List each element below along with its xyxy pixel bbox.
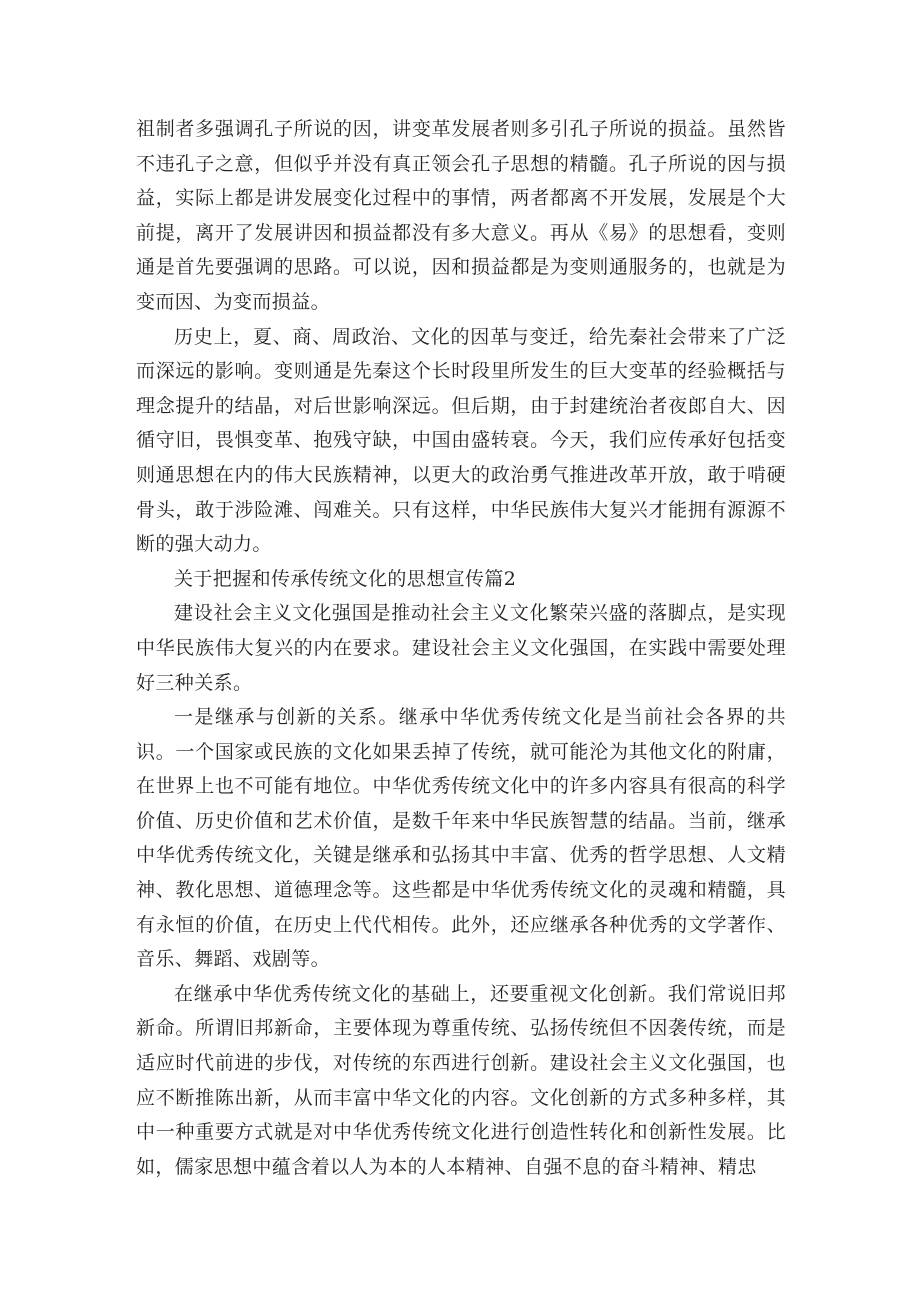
- document-body: [136, 112, 786, 1184]
- paragraph-3: 建设社会主义文化强国是推动社会主义文化繁荣兴盛的落脚点，是实现中华民族伟大复兴的内在要求。建设社会主义文化强国，在实践中需要处理好三种关系。: [136, 602, 786, 694]
- paragraph-5: 在继承中华优秀传统文化的基础上，还要重视文化创新。我们常说旧邦新命。所谓旧邦新命，主要体现为尊重传统、弘扬传统但不因袭传统，而是适应时代前进的步伐，对传统的东西进行创新。建设社会主义文化强国，也应不断推陈出新，从而丰富中华文化的内容。文化创新的方式多种多样，其中一种重要方式就是对中华优秀传统文化进行创造性转化和创新性发展。比如，儒家思想中蕴含着以人为本的人本精神、自强不息的奋斗精神、精忠: [136, 982, 786, 1178]
- paragraph-2: 历史上，夏、商、周政治、文化的因革与变迁，给先秦社会带来了广泛而深远的影响。变则通是先秦这个长时段里所发生的巨大变革的经验概括与理念提升的结晶，对后世影响深远。但后期，由于封建统治者夜郎自大、因循守旧，畏惧变革、抱残守缺，中国由盛转衰。今天，我们应传承好包括变则通思想在内的伟大民族精神，以更大的政治勇气推进改革开放，敢于啃硬骨头，敢于涉险滩、闯难关。只有这样，中华民族伟大复兴才能拥有源源不断的强大动力。: [136, 325, 786, 556]
- paragraph-1: 祖制者多强调孔子所说的因，讲变革发展者则多引孔子所说的损益。虽然皆不违孔子之意，但似乎并没有真正领会孔子思想的精髓。孔子所说的因与损益，实际上都是讲发展变化过程中的事情，两者都离不开发展，发展是个大前提，离开了发展讲因和损益都没有多大意义。再从《易》的思想看，变则通是首先要强调的思路。可以说，因和损益都是为变则通服务的，也就是为变而因、为变而损益。: [136, 118, 786, 313]
- section-heading: 关于把握和传承传统文化的思想宣传篇2: [174, 567, 517, 590]
- paragraph-4: 一是继承与创新的关系。继承中华优秀传统文化是当前社会各界的共识。一个国家或民族的文化如果丢掉了传统，就可能沦为其他文化的附庸，在世界上也不可能有地位。中华优秀传统文化中的许多内容具有很高的科学价值、历史价值和艺术价值，是数千年来中华民族智慧的结晶。当前，继承中华优秀传统文化，关键是继承和弘扬其中丰富、优秀的哲学思想、人文精神、教化思想、道德理念等。这些都是中华优秀传统文化的灵魂和精髓，具有永恒的价值，在历史上代代相传。此外，还应继承各种优秀的文学著作、音乐、舞蹈、戏剧等。: [136, 706, 786, 971]
